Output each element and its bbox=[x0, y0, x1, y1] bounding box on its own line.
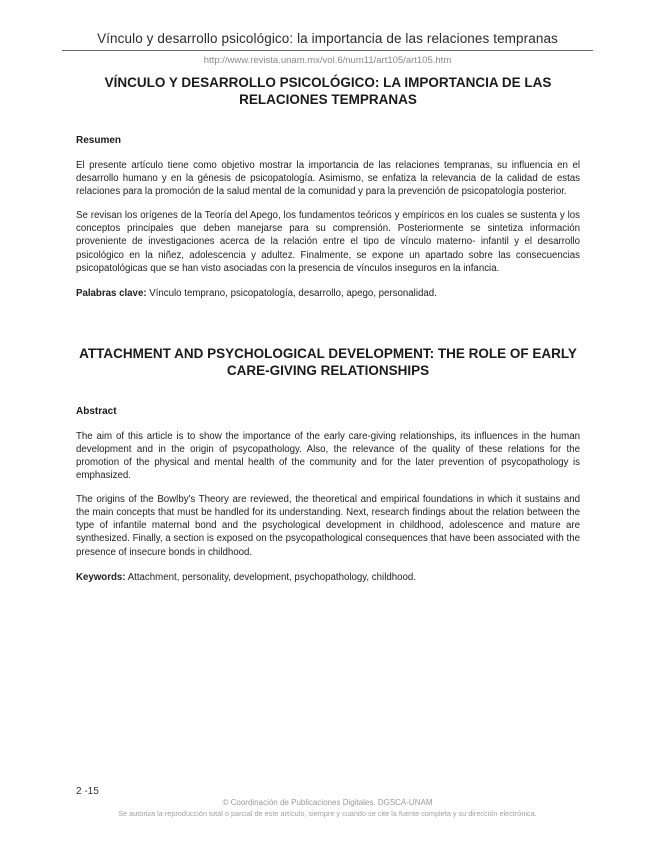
keywords-list-english: Attachment, personality, development, psychopathology, childhood. bbox=[125, 571, 416, 583]
abstract-english-paragraph-2: The origins of the Bowlby's Theory are reviewed, the theoretical and empirical foundations in which it sustains and the main concepts that must be handled for its understanding. Next, research findings about the relation between the type of infantile maternal bond and the psychological development in childhood, adolescence and mature are synthesized. Finally, a section is exposed on the psycopathological consequences that have been associated with the presence of insecure bonds in childhood. bbox=[76, 494, 580, 558]
page-number: 2 -15 bbox=[76, 786, 99, 797]
abstract-spanish-paragraph-2: Se revisan los orígenes de la Teoría del Apego, los fundamentos teóricos y empíricos en los cuales se sustenta y los conceptos principales que deben manejarse para su comprensión. Posteriormente se sintetiza información proveniente de investigaciones acerca de la relación entre el tipo de vínculo materno- infantil y el desarrollo psicológico en la niñez, adolescencia y adultez. Finalmente, se expone un apartado sobre las consecuencias psicopatológicas que se han visto asociadas con la presencia de vínculos inseguros en la infancia. bbox=[76, 210, 580, 274]
abstract-english-paragraph-1: The aim of this article is to show the importance of the early care-giving relationships, its influences in the human development and in the origin of psycopathology. Also, the relevance of the quality of these relations for the promotion of the physical and mental health of the community and for the later prevention of psycopathology is emphasized. bbox=[76, 430, 580, 482]
running-title: Vínculo y desarrollo psicológico: la importancia de las relaciones tempranas bbox=[97, 31, 558, 46]
footer-notice: Se autoriza la reproducción total o parcial de este artículo, siempre y cuando se cite la fuente completa y su dirección electrónica. bbox=[118, 809, 537, 818]
title-english bbox=[76, 345, 580, 379]
keywords-english bbox=[76, 571, 580, 584]
header-rule bbox=[62, 50, 593, 51]
keywords-label-spanish: Palabras clave: bbox=[76, 287, 147, 299]
abstract-label-spanish: Resumen bbox=[76, 135, 122, 146]
footer-copyright: © Coordinación de Publicaciones Digitales. DGSCA-UNAM bbox=[222, 798, 433, 807]
keywords-label-english: Keywords: bbox=[76, 571, 126, 583]
keywords-spanish bbox=[76, 287, 580, 300]
article-url: http://www.revista.unam.mx/vol.6/num11/art105/art105.htm bbox=[203, 55, 452, 66]
abstract-label-english: Abstract bbox=[76, 405, 117, 417]
abstract-spanish-paragraph-1: El presente artículo tiene como objetivo mostrar la importancia de las relaciones tempranas, su influencia en el desarrollo humano y en la génesis de psicopatología. Asimismo, se enfatiza la relevancia de la calidad de estas relaciones para la promoción de la salud mental de la comunidad y para la prevención de psicopatología posterior. bbox=[76, 160, 580, 198]
article-body bbox=[76, 74, 580, 584]
keywords-list-spanish: Vínculo temprano, psicopatología, desarrollo, apego, personalidad. bbox=[146, 287, 437, 299]
title-english-line-2: CARE-GIVING RELATIONSHIPS bbox=[226, 362, 430, 378]
title-spanish: VÍNCULO Y DESARROLLO PSICOLÓGICO: LA IMPORTANCIA DE LAS RELACIONES TEMPRANAS bbox=[104, 75, 552, 107]
title-english-line-1: ATTACHMENT AND PSYCHOLOGICAL DEVELOPMENT: THE ROLE OF EARLY bbox=[79, 345, 577, 361]
